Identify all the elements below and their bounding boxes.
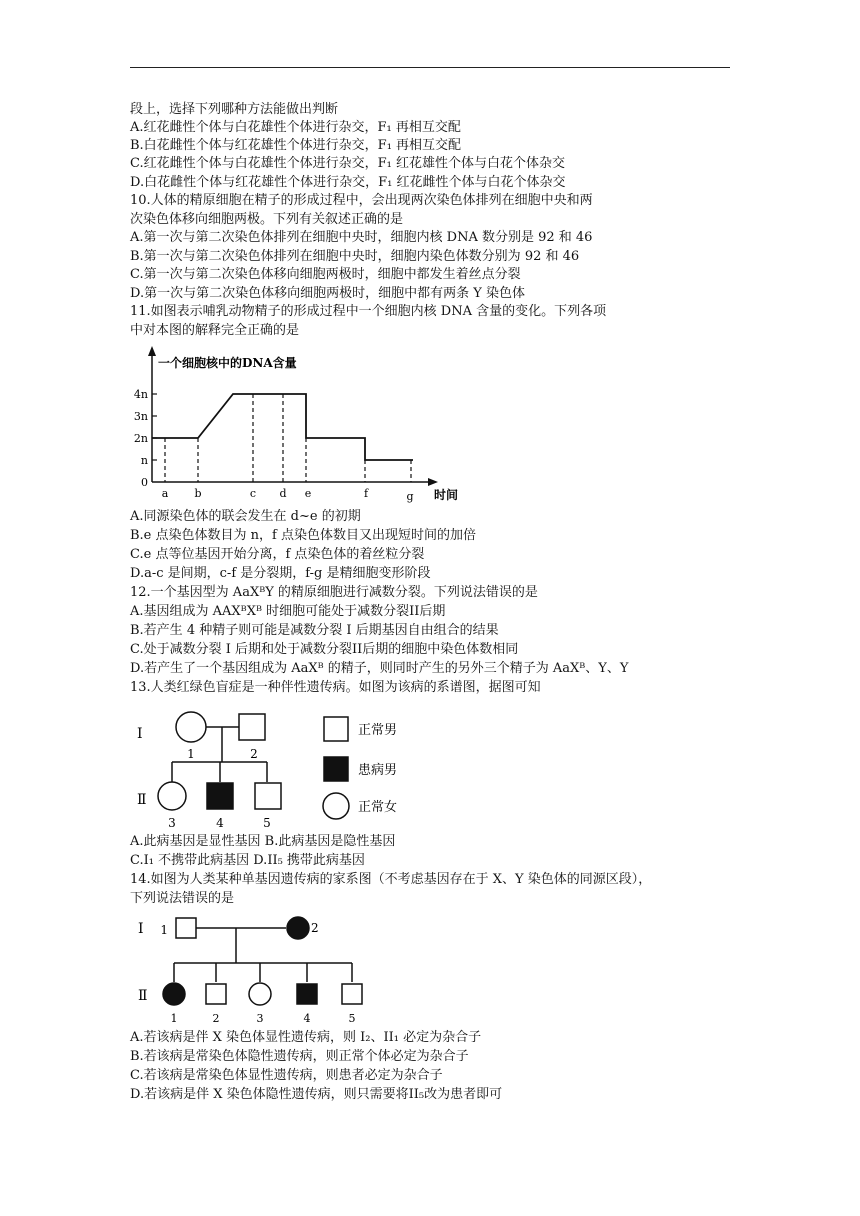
option-line: A.此病基因是显性基因 B.此病基因是隐性基因 <box>130 834 396 849</box>
individual-number: 1 <box>187 747 195 761</box>
generation-label: Ⅱ <box>138 988 148 1004</box>
pedigree-chart-14 <box>130 908 380 1030</box>
x-tick-label: g <box>406 490 414 503</box>
normal-male-symbol <box>176 918 196 938</box>
option-line: D.第一次与第二次染色体移向细胞两极时，细胞中都有两条 Y 染色体 <box>130 286 525 301</box>
normal-female-symbol <box>158 782 186 810</box>
legend-label: 正常女 <box>358 800 398 815</box>
individual-number: 1 <box>160 923 168 937</box>
option-line: B.第一次与第二次染色体排列在细胞中央时，细胞内染色体数分别为 92 和 46 <box>130 249 580 264</box>
option-line: C.红花雌性个体与白花雄性个体进行杂交，F₁ 红花雄性个体与白花个体杂交 <box>130 156 565 171</box>
legend-label: 患病男 <box>358 763 398 778</box>
individual-number: 5 <box>348 1012 356 1025</box>
option-line: D.若产生了一个基因组成为 AaXᴮ 的精子，则同时产生的另外三个精子为 AaXᴮ、Y、Y <box>130 661 629 676</box>
x-tick-label: f <box>363 487 369 500</box>
individual-number: 2 <box>212 1012 220 1025</box>
normal-male-symbol <box>342 984 362 1004</box>
individual-number: 1 <box>170 1012 178 1025</box>
question-12: 12.一个基因型为 AaXᴮY 的精原细胞进行减数分裂。下列说法错误的是 <box>130 585 538 600</box>
normal-female-symbol <box>176 712 206 742</box>
option-line: B.若产生 4 种精子则可能是减数分裂 I 后期基因自由组合的结果 <box>130 623 499 638</box>
affected-male-symbol <box>207 783 233 809</box>
dna-content-chart <box>130 340 470 510</box>
option-line: A.红花雌性个体与白花雄性个体进行杂交，F₁ 再相互交配 <box>130 120 461 135</box>
legend-affected-male-icon <box>324 757 348 781</box>
normal-male-symbol <box>255 783 281 809</box>
normal-female-symbol <box>249 983 271 1005</box>
individual-number: 4 <box>303 1012 311 1025</box>
affected-female-symbol <box>287 917 309 939</box>
affected-female-symbol <box>163 983 185 1005</box>
question-14: 14.如图为人类某种单基因遗传病的家系图（不考虑基因存在于 X、Y 染色体的同源区段）， <box>130 872 652 887</box>
x-tick-label: d <box>279 487 287 500</box>
option-line: B.白花雌性个体与红花雄性个体进行杂交，F₁ 再相互交配 <box>130 138 462 153</box>
pedigree-chart-13 <box>130 700 430 832</box>
option-line: C.第一次与第二次染色体移向细胞两极时，细胞中都发生着丝点分裂 <box>130 267 521 282</box>
question-13: 13.人类红绿色盲症是一种伴性遗传病。如图为该病的系谱图，据图可知 <box>130 680 541 695</box>
option-line: C.处于减数分裂 I 后期和处于减数分裂II后期的细胞中染色体数相同 <box>130 642 519 657</box>
normal-male-symbol <box>239 714 265 740</box>
option-line: A.同源染色体的联会发生在 d~e 的初期 <box>130 509 361 524</box>
chart-title: 一个细胞核中的DNA含量 <box>158 356 297 370</box>
option-line: D.若该病是伴 X 染色体隐性遗传病，则只需要将II₅改为患者即可 <box>130 1087 503 1102</box>
y-tick-label: 4n <box>133 388 148 401</box>
individual-number: 5 <box>263 816 271 830</box>
normal-male-symbol <box>206 984 226 1004</box>
x-tick-label: b <box>194 487 202 500</box>
x-axis-label: 时间 <box>434 488 459 502</box>
option-line: C.若该病是常染色体显性遗传病，则患者必定为杂合子 <box>130 1068 443 1083</box>
text-line: 段上，选择下列哪种方法能做出判断 <box>130 102 339 117</box>
generation-label: I <box>137 726 143 742</box>
text-line: 中对本图的解释完全正确的是 <box>130 323 300 338</box>
text-line: 下列说法错误的是 <box>130 891 235 906</box>
header-rule <box>130 67 730 68</box>
option-line: D.a-c 是间期，c-f 是分裂期，f-g 是精细胞变形阶段 <box>130 566 431 581</box>
x-tick-label: a <box>161 487 169 500</box>
y-tick-label: n <box>140 454 148 467</box>
question-11: 11.如图表示哺乳动物精子的形成过程中一个细胞内核 DNA 含量的变化。下列各项 <box>130 304 607 319</box>
individual-number: 2 <box>250 747 258 761</box>
y-tick-label: 0 <box>141 476 148 489</box>
legend-label: 正常男 <box>358 723 398 738</box>
option-line: A.若该病是伴 X 染色体显性遗传病，则 I₂、II₁ 必定为杂合子 <box>130 1030 482 1045</box>
y-tick-label: 3n <box>133 410 148 423</box>
individual-number: 2 <box>311 921 319 935</box>
question-10: 10.人体的精原细胞在精子的形成过程中，会出现两次染色体排列在细胞中央和两 <box>130 193 593 208</box>
generation-label: Ⅱ <box>137 792 147 808</box>
option-line: A.第一次与第二次染色体排列在细胞中央时，细胞内核 DNA 数分别是 92 和 46 <box>130 230 593 245</box>
y-tick-label: 2n <box>133 432 148 445</box>
option-line: B.若该病是常染色体隐性遗传病，则正常个体必定为杂合子 <box>130 1049 469 1064</box>
text-line: 次染色体移向细胞两极。下列有关叙述正确的是 <box>130 212 404 227</box>
legend-normal-female-icon <box>323 793 349 819</box>
option-line: D.白花雌性个体与红花雄性个体进行杂交，F₁ 红花雌性个体与白花个体杂交 <box>130 175 566 190</box>
option-line: B.e 点染色体数目为 n，f 点染色体数目又出现短时间的加倍 <box>130 528 476 543</box>
option-line: C.e 点等位基因开始分离，f 点染色体的着丝粒分裂 <box>130 547 425 562</box>
individual-number: 3 <box>168 816 176 830</box>
legend-normal-male-icon <box>324 717 348 741</box>
x-tick-label: e <box>304 487 312 500</box>
generation-label: I <box>138 921 144 937</box>
affected-male-symbol <box>297 984 317 1004</box>
option-line: A.基因组成为 AAXᴮXᴮ 时细胞可能处于减数分裂II后期 <box>130 604 446 619</box>
individual-number: 4 <box>216 816 224 830</box>
individual-number: 3 <box>256 1012 264 1025</box>
x-tick-label: c <box>249 487 257 500</box>
option-line: C.I₁ 不携带此病基因 D.II₅ 携带此病基因 <box>130 853 365 868</box>
